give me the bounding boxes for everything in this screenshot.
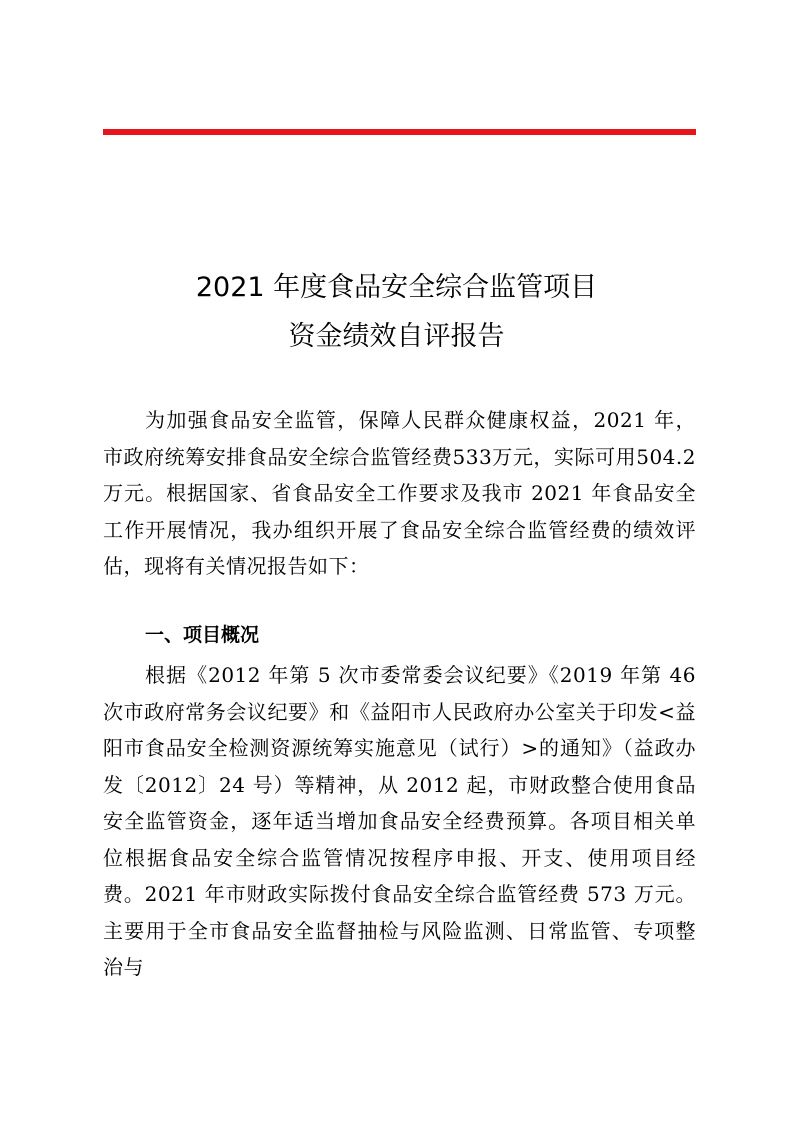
document-title-line-2: 资金绩效自评报告 [288, 321, 505, 352]
document-title-line-1: 2021 年度食品安全综合监管项目 [195, 272, 598, 303]
section-heading-project-overview: 一、项目概况 [145, 624, 260, 646]
red-header-rule [103, 129, 696, 135]
section-paragraph-project-overview: 根据《2012 年第 5 次市委常委会议纪要》《2019 年第 46 次市政府常务会议纪要》和《益阳市人民政府办公室关于印发<益阳市食品安全检测资源统筹实施意见（试行）>的通知》（益政办发〔2012〕24 号）等精神，从 2012 起，市财政整合使用食品安全监管资金，逐年适当增加食品安全经费预算。各项目相关单位根据食品安全综合监管情况按程序申报、开支、使用项目经费。2021 年市财政实际拨付食品安全综合监管经费 573 万元。主要用于全市食品安全监督抽检与风险监测、日常监管、专项整治与 [103, 663, 696, 979]
intro-paragraph: 为加强食品安全监管，保障人民群众健康权益，2021 年，市政府统筹安排食品安全综合监管经费533万元，实际可用504.2万元。根据国家、省食品安全工作要求及我市 2021 年食品安全工作开展情况，我办组织开展了食品安全综合监管经费的绩效评估，现将有关情况报告如下： [103, 408, 696, 578]
